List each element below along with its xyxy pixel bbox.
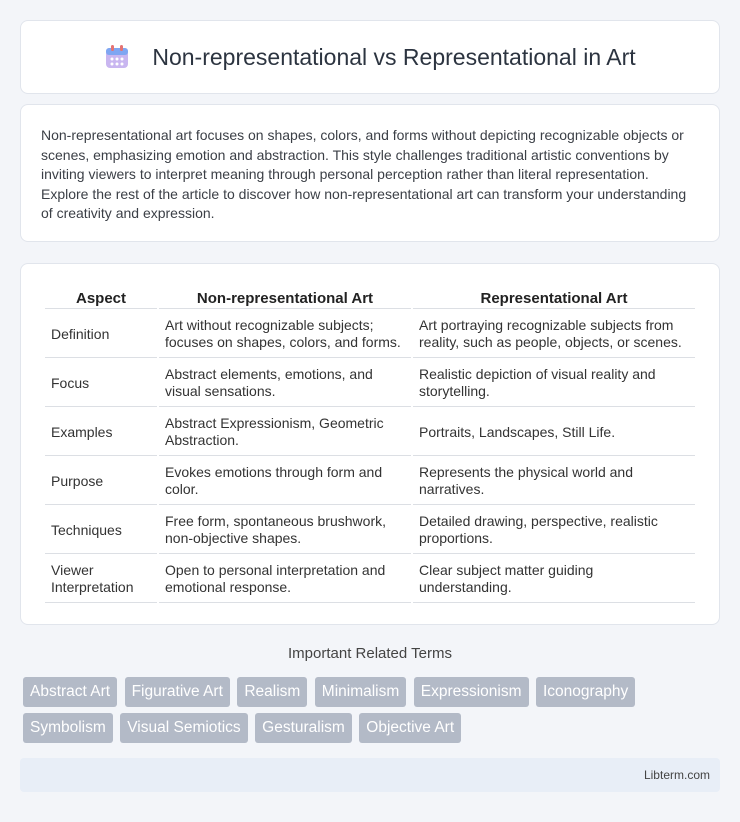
table-row <box>45 409 695 456</box>
cell-representational: Clear subject matter guiding understanding. <box>413 556 695 603</box>
cell-aspect: Examples <box>45 409 157 456</box>
tag-iconography[interactable]: Iconography <box>536 677 635 707</box>
header-non-representational: Non-representational Art <box>159 288 411 309</box>
cell-non-representational: Abstract Expressionism, Geometric Abstraction. <box>159 409 411 456</box>
cell-representational: Detailed drawing, perspective, realistic proportions. <box>413 507 695 554</box>
header-aspect: Aspect <box>45 288 157 309</box>
cell-aspect: Viewer Interpretation <box>45 556 157 603</box>
tag-minimalism[interactable]: Minimalism <box>315 677 407 707</box>
cell-aspect: Definition <box>45 311 157 358</box>
cell-non-representational: Abstract elements, emotions, and visual sensations. <box>159 360 411 407</box>
cell-aspect: Focus <box>45 360 157 407</box>
cell-aspect: Purpose <box>45 458 157 505</box>
intro-card <box>20 104 720 242</box>
cell-non-representational: Evokes emotions through form and color. <box>159 458 411 505</box>
tag-visual-semiotics[interactable]: Visual Semiotics <box>120 713 247 743</box>
header-representational: Representational Art <box>413 288 695 309</box>
cell-representational: Portraits, Landscapes, Still Life. <box>413 409 695 456</box>
table-row <box>45 556 695 603</box>
tag-symbolism[interactable]: Symbolism <box>23 713 113 743</box>
table-row <box>45 507 695 554</box>
tag-gesturalism[interactable]: Gesturalism <box>255 713 352 743</box>
calendar-icon <box>104 44 130 70</box>
footer <box>20 758 720 792</box>
cell-representational: Represents the physical world and narratives. <box>413 458 695 505</box>
cell-non-representational: Free form, spontaneous brushwork, non-objective shapes. <box>159 507 411 554</box>
tag-expressionism[interactable]: Expressionism <box>414 677 529 707</box>
page-title: Non-representational vs Representational in Art <box>152 43 636 70</box>
cell-aspect: Techniques <box>45 507 157 554</box>
comparison-table <box>43 286 697 605</box>
footer-brand-link[interactable]: Libterm.com <box>643 768 710 782</box>
related-terms-list <box>23 677 723 749</box>
cell-non-representational: Open to personal interpretation and emotional response. <box>159 556 411 603</box>
related-terms-title: Important Related Terms <box>288 645 452 662</box>
table-row <box>45 311 695 358</box>
cell-non-representational: Art without recognizable subjects; focuses on shapes, colors, and forms. <box>159 311 411 358</box>
table-header-row <box>45 288 695 309</box>
table-row <box>45 360 695 407</box>
tag-objective-art[interactable]: Objective Art <box>359 713 461 743</box>
comparison-card <box>20 263 720 625</box>
tag-abstract-art[interactable]: Abstract Art <box>23 677 117 707</box>
cell-representational: Art portraying recognizable subjects from reality, such as people, objects, or scenes. <box>413 311 695 358</box>
title-card <box>20 20 720 94</box>
intro-text: Non-representational art focuses on shapes, colors, and forms without depicting recognizable objects or scenes, emphasizing emotion and abstraction. This style challenges traditional artistic conventions by inviting viewers to interpret meaning through personal perception rather than literal representation. Explore the rest of the article to discover how non-representational art can transform your understanding of creativity and expression. <box>41 127 687 221</box>
cell-representational: Realistic depiction of visual reality and storytelling. <box>413 360 695 407</box>
table-row <box>45 458 695 505</box>
tag-figurative-art[interactable]: Figurative Art <box>125 677 230 707</box>
tag-realism[interactable]: Realism <box>237 677 307 707</box>
